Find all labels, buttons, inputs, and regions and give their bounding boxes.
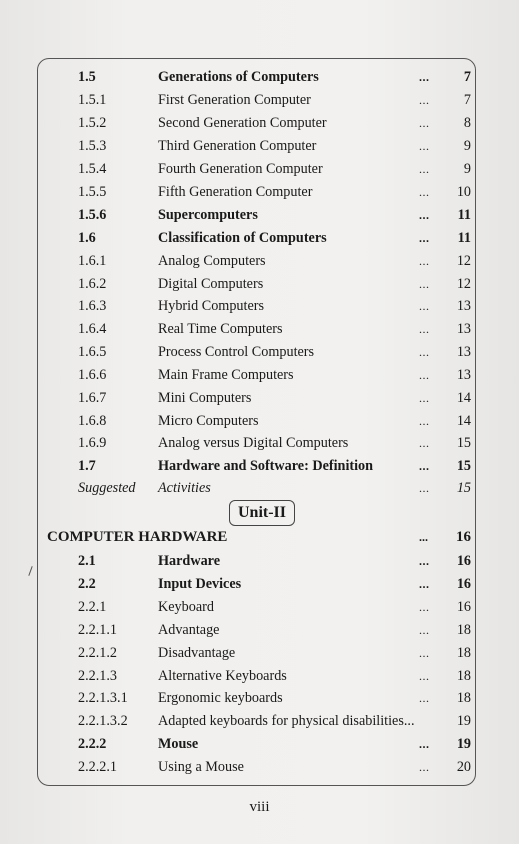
toc-row-number: 1.5 bbox=[78, 69, 96, 85]
toc-row-title: Classification of Computers bbox=[158, 230, 327, 246]
toc-row-title: Second Generation Computer bbox=[158, 115, 327, 131]
toc-row-title: Alternative Keyboards bbox=[158, 668, 287, 684]
toc-row-leader: ... bbox=[419, 691, 430, 705]
toc-row-title: Analog versus Digital Computers bbox=[158, 435, 349, 451]
toc-row-number: 2.2.1.1 bbox=[78, 622, 118, 638]
toc-row bbox=[0, 342, 519, 362]
toc-row bbox=[0, 228, 519, 248]
toc-row-leader: ... bbox=[419, 646, 430, 660]
toc-row-number: Suggested bbox=[78, 480, 136, 496]
toc-row-number: 1.5.3 bbox=[78, 138, 107, 154]
toc-row-page: 19 bbox=[456, 736, 471, 752]
toc-row-leader: ... bbox=[419, 554, 430, 568]
toc-row bbox=[0, 182, 519, 202]
toc-row-number: 2.2.1.2 bbox=[78, 645, 118, 661]
toc-row-number: 1.6.3 bbox=[78, 298, 107, 314]
toc-row-number: 1.7 bbox=[78, 458, 96, 474]
toc-row-title: Hardware bbox=[158, 553, 220, 569]
toc-row-leader: ... bbox=[419, 760, 430, 774]
unit-heading: Unit-II bbox=[229, 500, 295, 526]
toc-row-leader: ... bbox=[419, 459, 430, 473]
toc-row-number: 2.2 bbox=[78, 576, 96, 592]
toc-row-page: 13 bbox=[456, 298, 471, 314]
toc-row-page: 8 bbox=[463, 115, 471, 131]
toc-row bbox=[0, 113, 519, 133]
toc-row bbox=[0, 456, 519, 476]
toc-row bbox=[0, 666, 519, 686]
toc-row-leader: ... bbox=[419, 368, 430, 382]
toc-row bbox=[0, 597, 519, 617]
toc-row-number: 1.6.5 bbox=[78, 344, 107, 360]
toc-row-number: 1.5.1 bbox=[78, 92, 107, 108]
toc-row-number: 2.2.1 bbox=[78, 599, 107, 615]
toc-row-title: Third Generation Computer bbox=[158, 138, 317, 154]
toc-row-number: 1.6.1 bbox=[78, 253, 107, 269]
toc-row-title: Fourth Generation Computer bbox=[158, 161, 323, 177]
toc-row-page: 18 bbox=[456, 622, 471, 638]
toc-row-leader: ... bbox=[419, 345, 430, 359]
toc-row bbox=[0, 620, 519, 640]
footer-page-number: viii bbox=[249, 799, 270, 815]
toc-row-leader: ... bbox=[419, 116, 430, 130]
toc-row-title: Hardware and Software: Definition bbox=[158, 458, 374, 474]
toc-row-title: Hybrid Computers bbox=[158, 298, 265, 314]
toc-row-number: 2.2.2 bbox=[78, 736, 107, 752]
section-page-number: 16 bbox=[456, 529, 471, 545]
toc-row-page: 12 bbox=[456, 276, 471, 292]
toc-row-number: 1.6.9 bbox=[78, 435, 107, 451]
toc-row-page: 20 bbox=[456, 759, 471, 775]
toc-row-title: First Generation Computer bbox=[158, 92, 311, 108]
toc-row-page: 16 bbox=[456, 599, 471, 615]
toc-row-page: 13 bbox=[456, 367, 471, 383]
toc-row-leader: ... bbox=[419, 737, 430, 751]
toc-row-leader: ... bbox=[419, 93, 430, 107]
toc-row bbox=[0, 205, 519, 225]
toc-row-page: 12 bbox=[456, 253, 471, 269]
toc-row-page: 9 bbox=[463, 161, 471, 177]
toc-row-number: 1.6.2 bbox=[78, 276, 107, 292]
toc-row-title: Fifth Generation Computer bbox=[158, 184, 313, 200]
section-dots: ... bbox=[419, 530, 428, 544]
toc-row-number: 2.2.1.3.1 bbox=[78, 690, 128, 706]
toc-row-leader: ... bbox=[419, 623, 430, 637]
toc-row-page: 16 bbox=[456, 553, 471, 569]
toc-row-number: 2.1 bbox=[78, 553, 96, 569]
toc-row-title: Real Time Computers bbox=[158, 321, 283, 337]
toc-row-page: 19 bbox=[456, 713, 471, 729]
toc-row bbox=[0, 159, 519, 179]
toc-row-leader: ... bbox=[419, 139, 430, 153]
toc-row bbox=[0, 411, 519, 431]
toc-row-number: 1.5.5 bbox=[78, 184, 107, 200]
toc-row-title: Activities bbox=[158, 480, 211, 496]
toc-row bbox=[0, 643, 519, 663]
toc-row-leader: ... bbox=[419, 481, 430, 495]
toc-row bbox=[0, 274, 519, 294]
toc-row bbox=[0, 478, 519, 498]
toc-row-number: 1.6.4 bbox=[78, 321, 107, 337]
toc-row bbox=[0, 711, 519, 731]
toc-row-number: 1.5.2 bbox=[78, 115, 107, 131]
toc-row bbox=[0, 734, 519, 754]
toc-row-title: Main Frame Computers bbox=[158, 367, 294, 383]
toc-row-number: 2.2.2.1 bbox=[78, 759, 118, 775]
toc-row-title: Mini Computers bbox=[158, 390, 252, 406]
toc-row-number: 1.5.4 bbox=[78, 161, 107, 177]
toc-row-number: 1.6 bbox=[78, 230, 96, 246]
toc-row-number: 1.5.6 bbox=[78, 207, 107, 223]
toc-row bbox=[0, 251, 519, 271]
toc-row-page: 15 bbox=[456, 480, 471, 496]
toc-row-leader: ... bbox=[419, 231, 430, 245]
toc-row-title: Using a Mouse bbox=[158, 759, 244, 775]
toc-row-number: 2.2.1.3 bbox=[78, 668, 118, 684]
toc-row-leader: ... bbox=[419, 436, 430, 450]
toc-row-leader: ... bbox=[419, 322, 430, 336]
toc-row-title: Advantage bbox=[158, 622, 220, 638]
toc-row-page: 9 bbox=[463, 138, 471, 154]
toc-row-title: Digital Computers bbox=[158, 276, 264, 292]
toc-row-title: Micro Computers bbox=[158, 413, 259, 429]
toc-row-leader: ... bbox=[419, 208, 430, 222]
toc-row-leader: ... bbox=[419, 414, 430, 428]
toc-row bbox=[0, 757, 519, 777]
toc-row-leader: ... bbox=[419, 162, 430, 176]
section-title: COMPUTER HARDWARE bbox=[47, 529, 228, 545]
toc-row-page: 18 bbox=[456, 668, 471, 684]
toc-row-page: 14 bbox=[456, 413, 471, 429]
toc-row-page: 11 bbox=[457, 230, 471, 246]
toc-row-page: 16 bbox=[456, 576, 471, 592]
toc-row-page: 7 bbox=[463, 92, 471, 108]
toc-row-page: 18 bbox=[456, 690, 471, 706]
toc-row-title: Disadvantage bbox=[158, 645, 236, 661]
toc-row-title: Process Control Computers bbox=[158, 344, 315, 360]
toc-row-title: Mouse bbox=[158, 736, 199, 752]
toc-row bbox=[0, 67, 519, 87]
toc-row-page: 7 bbox=[463, 69, 471, 85]
toc-row-title: Supercomputers bbox=[158, 207, 258, 223]
toc-row-number: 2.2.1.3.2 bbox=[78, 713, 128, 729]
toc-row-page: 13 bbox=[456, 344, 471, 360]
toc-row-leader: ... bbox=[419, 600, 430, 614]
toc-row-leader: ... bbox=[419, 254, 430, 268]
toc-row-leader: ... bbox=[419, 669, 430, 683]
toc-row-title: Analog Computers bbox=[158, 253, 266, 269]
toc-row-leader: ... bbox=[419, 577, 430, 591]
toc-row-title: Generations of Computers bbox=[158, 69, 319, 85]
toc-row-page: 15 bbox=[456, 458, 471, 474]
toc-row bbox=[0, 688, 519, 708]
toc-row bbox=[0, 136, 519, 156]
toc-row bbox=[0, 574, 519, 594]
toc-row-leader: ... bbox=[419, 391, 430, 405]
toc-row-leader: ... bbox=[419, 299, 430, 313]
toc-row-leader: ... bbox=[419, 185, 430, 199]
toc-row bbox=[0, 388, 519, 408]
toc-row bbox=[0, 365, 519, 385]
toc-row bbox=[0, 296, 519, 316]
toc-row-leader: ... bbox=[419, 70, 430, 84]
toc-row-page: 14 bbox=[456, 390, 471, 406]
toc-row-number: 1.6.8 bbox=[78, 413, 107, 429]
toc-row-page: 10 bbox=[456, 184, 471, 200]
toc-row bbox=[0, 90, 519, 110]
toc-row-title: Input Devices bbox=[158, 576, 242, 592]
toc-row bbox=[0, 433, 519, 453]
toc-row bbox=[0, 319, 519, 339]
toc-row-number: 1.6.6 bbox=[78, 367, 107, 383]
toc-row-title: Adapted keyboards for physical disabilities... bbox=[158, 713, 415, 729]
toc-row-page: 11 bbox=[457, 207, 471, 223]
toc-row-page: 18 bbox=[456, 645, 471, 661]
toc-row-leader: ... bbox=[419, 277, 430, 291]
toc-row-page: 15 bbox=[456, 435, 471, 451]
toc-row-title: Keyboard bbox=[158, 599, 214, 615]
toc-row-title: Ergonomic keyboards bbox=[158, 690, 283, 706]
toc-row-page: 13 bbox=[456, 321, 471, 337]
toc-row bbox=[0, 551, 519, 571]
toc-row-number: 1.6.7 bbox=[78, 390, 107, 406]
